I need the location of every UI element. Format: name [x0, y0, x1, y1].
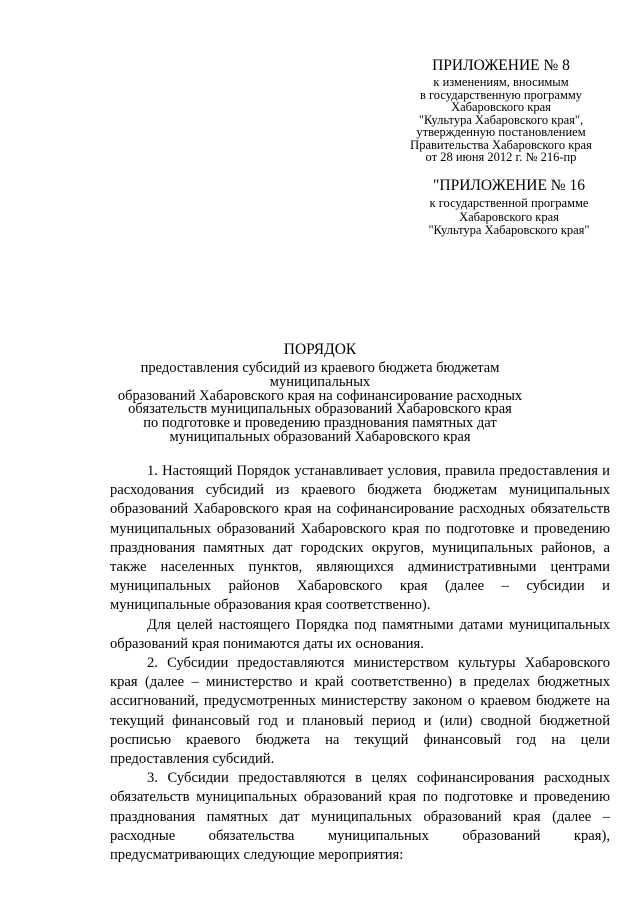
heading-title: ПОРЯДОК — [283, 341, 357, 358]
appendix-16-header — [414, 177, 604, 238]
heading-line: по подготовке и проведению празднования памятных дат — [143, 415, 497, 432]
appendix-8-line: Правительства Хабаровского края — [410, 137, 592, 152]
paragraph-1: 1. Настоящий Порядок устанавливает условия, правила предоставления и расходования субсидий из краевого бюджета бюджетам муниципальных образований Хабаровского края на софинансирование расходных обязательств муниципальных образований Хабаровского края по подготовке и проведению празднования памятных дат городских округов, муниципальных районов, а также населенных пунктов, являющихся административными центрами муниципальных районов Хабаровского края (далее – субсидии и муниципальные образования края соответственно). — [110, 463, 610, 614]
heading-line: обязательств муниципальных образований Хабаровского края — [128, 401, 512, 418]
document-body — [110, 462, 610, 865]
appendix-8-line: "Культура Хабаровского края", — [418, 112, 584, 127]
heading-line: образований Хабаровского края на софинансирование расходных — [117, 387, 523, 404]
appendix-8-line: Хабаровского края — [451, 100, 551, 114]
appendix-8-line: к изменениям, вносимым — [433, 75, 569, 89]
heading-line: предоставления субсидий из краевого бюджета бюджетам муниципальных — [140, 360, 500, 390]
appendix-8-line: утвержденную постановлением — [416, 125, 586, 139]
appendix-16-line: "Культура Хабаровского края" — [428, 223, 590, 237]
paragraph-1-note: Для целей настоящего Порядка под памятными датами муниципальных образований края понимаются даты их основания. — [110, 616, 610, 652]
heading-line: муниципальных образований Хабаровского края — [169, 428, 471, 445]
appendix-8-title: ПРИЛОЖЕНИЕ № 8 — [432, 57, 570, 74]
appendix-16-line: Хабаровского края — [459, 209, 559, 224]
appendix-8-header — [396, 57, 606, 164]
appendix-8-line: в государственную программу — [419, 87, 583, 102]
appendix-8-line: от 28 июня 2012 г. № 216-пр — [425, 150, 577, 164]
paragraph-2: 2. Субсидии предоставляются министерством культуры Хабаровского края (далее – министерство и край соответственно) в пределах бюджетных ассигнований, предусмотренных министерству законом о краевом бюджете на текущий финансовый год и плановый период и (или) сводной бюджетной росписью краевого бюджета на текущий финансовый год на цели предоставления субсидий. — [110, 655, 610, 768]
appendix-16-title: "ПРИЛОЖЕНИЕ № 16 — [433, 177, 585, 194]
paragraph-3: 3. Субсидии предоставляются в целях софинансирования расходных обязательств муниципальных образований края по подготовке и проведению празднования памятных дат муниципальных образований края (далее – расходные обязательства муниципальных образований края), предусматривающих следующие мероприятия: — [110, 770, 610, 864]
appendix-16-line: к государственной программе — [429, 196, 589, 210]
document-heading — [100, 341, 540, 445]
